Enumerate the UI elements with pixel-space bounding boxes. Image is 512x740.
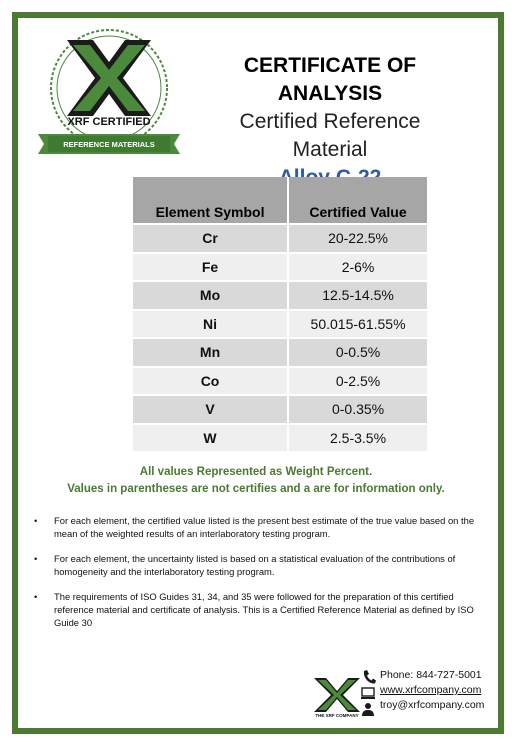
table-row xyxy=(133,367,427,396)
element-symbol: Mn xyxy=(133,338,288,367)
page-subtitle: Certified Reference Material xyxy=(239,110,421,161)
element-table xyxy=(133,177,427,451)
bullet-icon: • xyxy=(34,515,38,526)
page-title: CERTIFICATE OF ANALYSIS xyxy=(243,54,417,105)
bullet-icon: • xyxy=(34,553,38,564)
bullet-text: For each element, the certified value listed is the present best estimate of the true value based on the mean of the weighted results of an interlaboratory testing program. xyxy=(54,515,475,539)
table-row xyxy=(133,395,427,424)
contact-lines xyxy=(380,668,484,713)
certified-value: 12.5-14.5% xyxy=(288,281,427,310)
table-row xyxy=(133,338,427,367)
bullet-text: The requirements of ISO Guides 31, 34, and 35 were followed for the preparation of this certified reference material and certificate of analysis. This is a Certified Reference Material as defined by ISO Guide 30 xyxy=(54,591,474,628)
bullet-text: For each element, the uncertainty listed is based on a statistical evaluation of the contributions of homogeneity and the interlaboratory testing program. xyxy=(54,553,456,577)
certified-value: 0-2.5% xyxy=(288,367,427,396)
logo-ribbon-text: REFERENCE MATERIALS xyxy=(63,140,155,149)
table-row xyxy=(133,424,427,452)
contact-email[interactable]: troy@xrfcompany.com xyxy=(380,699,485,711)
bullet-icon: • xyxy=(34,591,38,602)
element-symbol: Ni xyxy=(133,310,288,339)
element-symbol: W xyxy=(133,424,288,452)
person-icon xyxy=(362,703,374,716)
certified-value: 50.015-61.55% xyxy=(288,310,427,339)
element-symbol: Co xyxy=(133,367,288,396)
element-symbol: V xyxy=(133,395,288,424)
xrf-certified-logo xyxy=(34,26,184,166)
logo-badge-text: XRF CERTIFIED xyxy=(67,116,151,128)
element-symbol: Cr xyxy=(133,224,288,253)
certified-value: 0-0.35% xyxy=(288,395,427,424)
weight-percent-note xyxy=(30,464,482,498)
note-line-1: All values Represented as Weight Percent. xyxy=(139,466,373,478)
company-logo-text: THE XRF COMPANY xyxy=(315,713,359,718)
contact-block xyxy=(312,668,492,718)
certified-value: 20-22.5% xyxy=(288,224,427,253)
contact-website-link[interactable]: www.xrfcompany.com xyxy=(380,684,482,696)
contact-phone: Phone: 844-727-5001 xyxy=(380,669,482,681)
list-item xyxy=(34,552,484,578)
table-row xyxy=(133,253,427,282)
note-line-2: Values in parentheses are not certifies and a are for information only. xyxy=(67,483,445,495)
title-block xyxy=(200,52,460,192)
certified-value: 0-0.5% xyxy=(288,338,427,367)
list-item xyxy=(34,514,484,540)
contact-icons xyxy=(360,669,376,717)
list-item xyxy=(34,590,484,629)
column-header-value: Certified Value xyxy=(288,177,427,224)
phone-icon xyxy=(364,670,376,684)
table-row xyxy=(133,310,427,339)
table-row xyxy=(133,224,427,253)
table-header-row xyxy=(133,177,427,224)
xrf-company-logo xyxy=(312,676,362,718)
computer-icon xyxy=(361,688,375,699)
table-row xyxy=(133,281,427,310)
certified-value: 2-6% xyxy=(288,253,427,282)
element-symbol: Mo xyxy=(133,281,288,310)
element-symbol: Fe xyxy=(133,253,288,282)
column-header-element: Element Symbol xyxy=(133,177,288,224)
certification-notes-list xyxy=(34,514,484,641)
certified-value: 2.5-3.5% xyxy=(288,424,427,452)
